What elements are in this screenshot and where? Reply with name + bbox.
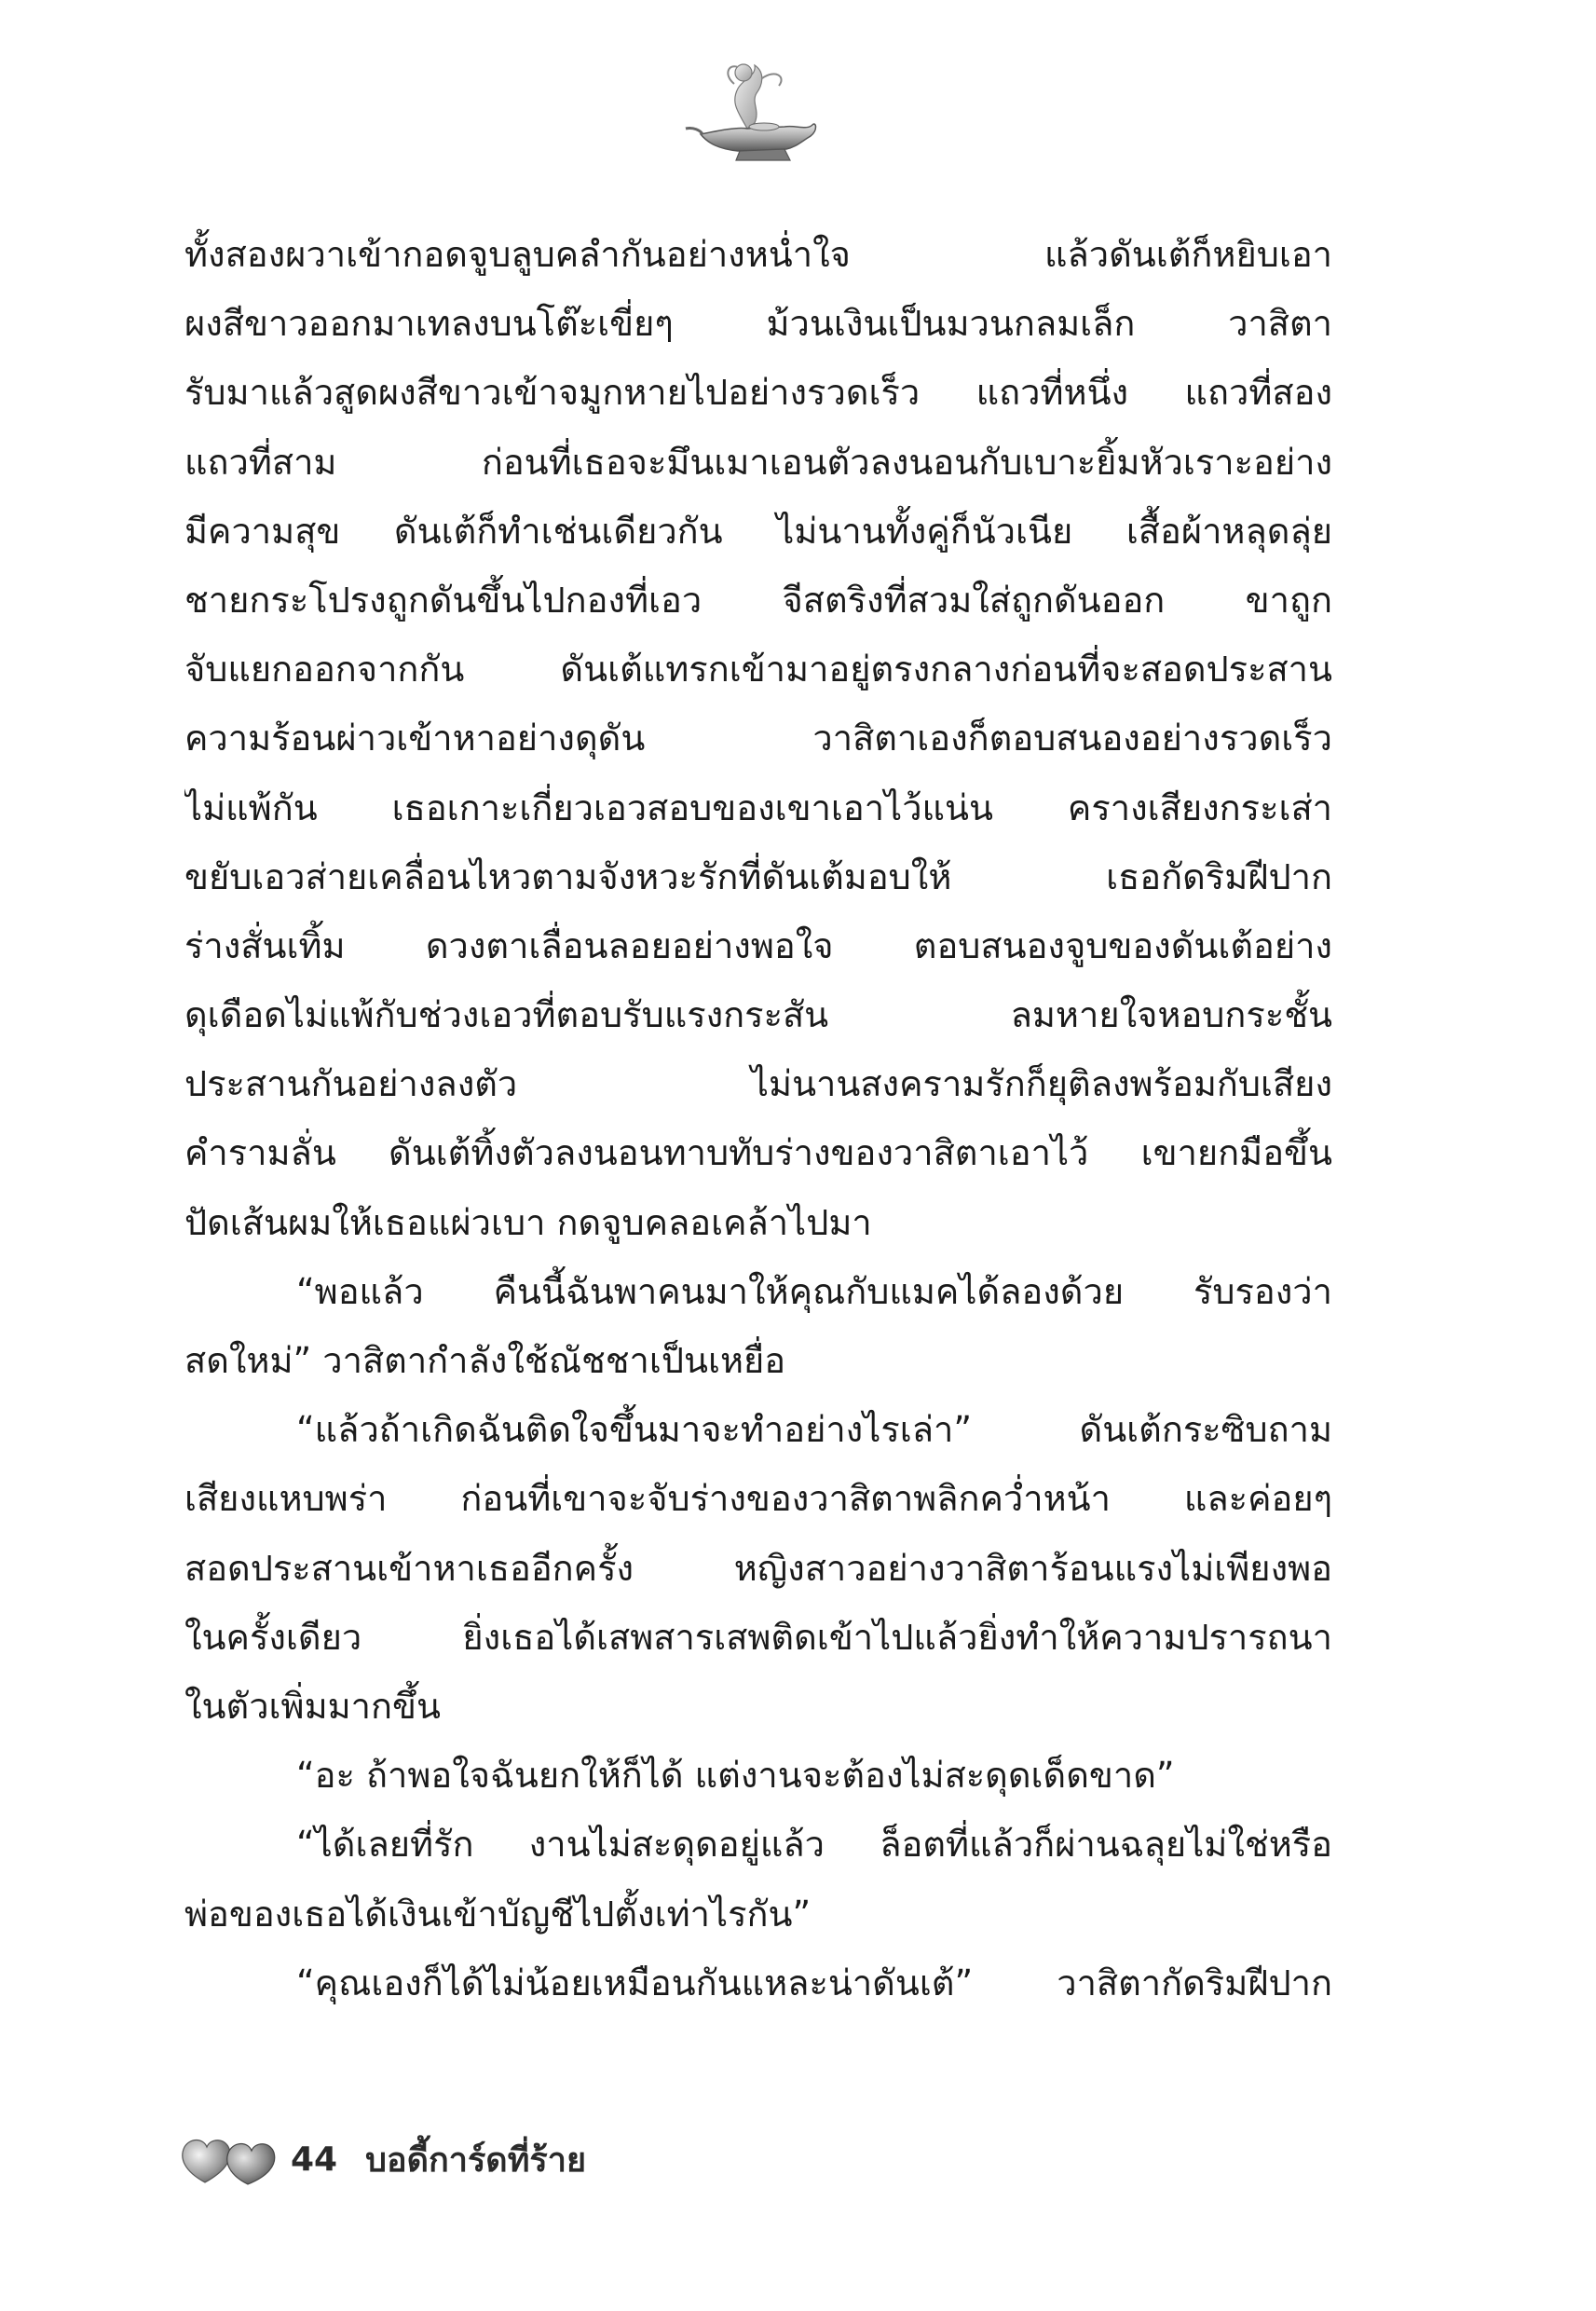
text-line: รับมาแล้วสูดผงสีขาวเข้าจมูกหายไปอย่างรวดเร็ว แถวที่หนึ่ง แถวที่สอง <box>184 372 1332 414</box>
text-line: แถวที่สาม ก่อนที่เธอจะมึนเมาเอนตัวลงนอนกับเบาะยิ้มหัวเราะอย่าง <box>184 441 1332 483</box>
text-line: คำรามลั่น ดันเต้ทิ้งตัวลงนอนทาบทับร่างของวาสิตาเอาไว้ เขายกมือขึ้น <box>184 1132 1332 1174</box>
page-footer <box>177 2126 586 2192</box>
text-line: พ่อของเธอได้เงินเข้าบัญชีไปตั้งเท่าไรกัน” <box>184 1893 812 1935</box>
two-hearts-icon <box>177 2130 281 2188</box>
running-title: บอดี้การ์ดที่ร้าย <box>365 2140 587 2180</box>
text-line: ในครั้งเดียว ยิ่งเธอได้เสพสารเสพติดเข้าไปแล้วยิ่งทำให้ความปรารถนา <box>184 1616 1332 1658</box>
text-line: ความร้อนผ่าวเข้าหาอย่างดุดัน วาสิตาเองก็ตอบสนองอย่างรวดเร็ว <box>184 718 1332 759</box>
text-line: สดใหม่” วาสิตากำลังใช้ณัชชาเป็นเหยื่อ <box>184 1340 786 1381</box>
dialogue-line: “อะ ถ้าพอใจฉันยกให้ก็ได้ แต่งานจะต้องไม่สะดุดเด็ดขาด” <box>296 1755 1175 1797</box>
dialogue-line: “ได้เลยที่รัก งานไม่สะดุดอยู่แล้ว ล็อตที่แล้วก็ผ่านฉลุยไม่ใช่หรือ <box>296 1824 1332 1866</box>
dialogue-line: “คุณเองก็ได้ไม่น้อยเหมือนกันแหละน่าดันเต้” วาสิตากัดริมฝีปาก <box>296 1962 1332 2003</box>
text-line: ผงสีขาวออกมาเทลงบนโต๊ะเขี่ยๆ ม้วนเงินเป็นมวนกลมเล็ก วาสิตา <box>184 303 1332 345</box>
text-line: ชายกระโปรงถูกดันขึ้นไปกองที่เอว จีสตริงที่สวมใส่ถูกดันออก ขาถูก <box>184 579 1332 621</box>
text-line: ดุเดือดไม่แพ้กับช่วงเอวที่ตอบรับแรงกระสัน ลมหายใจหอบกระชั้น <box>184 994 1332 1036</box>
body-text <box>184 220 1332 2017</box>
text-line: ปัดเส้นผมให้เธอแผ่วเบา กดจูบคลอเคล้าไปมา <box>184 1201 872 1243</box>
text-line: สอดประสานเข้าหาเธออีกครั้ง หญิงสาวอย่างวาสิตาร้อนแรงไม่เพียงพอ <box>184 1547 1332 1589</box>
page-number: 44 <box>291 2140 338 2179</box>
text-line: ร่างสั่นเทิ้ม ดวงตาเลื่อนลอยอย่างพอใจ ตอบสนองจูบของดันเต้อย่าง <box>184 924 1332 966</box>
text-line: เสียงแหบพร่า ก่อนที่เขาจะจับร่างของวาสิตาพลิกคว่ำหน้า และค่อยๆ <box>184 1478 1332 1520</box>
dialogue-line: “แล้วถ้าเกิดฉันติดใจขึ้นมาจะทำอย่างไรเล่า” ดันเต้กระซิบถาม <box>296 1409 1332 1451</box>
dialogue-line: “พอแล้ว คืนนี้ฉันพาคนมาให้คุณกับแมคได้ลองด้วย รับรองว่า <box>296 1270 1332 1312</box>
text-line: ทั้งสองผวาเข้ากอดจูบลูบคลำกันอย่างหน่ำใจ แล้วดันเต้ก็หยิบเอา <box>184 234 1332 275</box>
text-line: ไม่แพ้กัน เธอเกาะเกี่ยวเอวสอบของเขาเอาไว้แน่น ครางเสียงกระเส่า <box>184 786 1332 828</box>
text-line: มีความสุข ดันเต้ก็ทำเช่นเดียวกัน ไม่นานทั้งคู่ก็นัวเนีย เสื้อผ้าหลุดลุ่ย <box>184 510 1332 552</box>
text-line: ขยับเอวส่ายเคลื่อนไหวตามจังหวะรักที่ดันเต้มอบให้ เธอกัดริมฝีปาก <box>184 855 1332 897</box>
genie-lamp-icon <box>682 56 822 166</box>
text-line: จับแยกออกจากกัน ดันเต้แทรกเข้ามาอยู่ตรงกลางก่อนที่จะสอดประสาน <box>184 649 1332 691</box>
text-line: ในตัวเพิ่มมากขึ้น <box>184 1685 441 1727</box>
text-line: ประสานกันอย่างลงตัว ไม่นานสงครามรักก็ยุติลงพร้อมกับเสียง <box>184 1063 1332 1105</box>
